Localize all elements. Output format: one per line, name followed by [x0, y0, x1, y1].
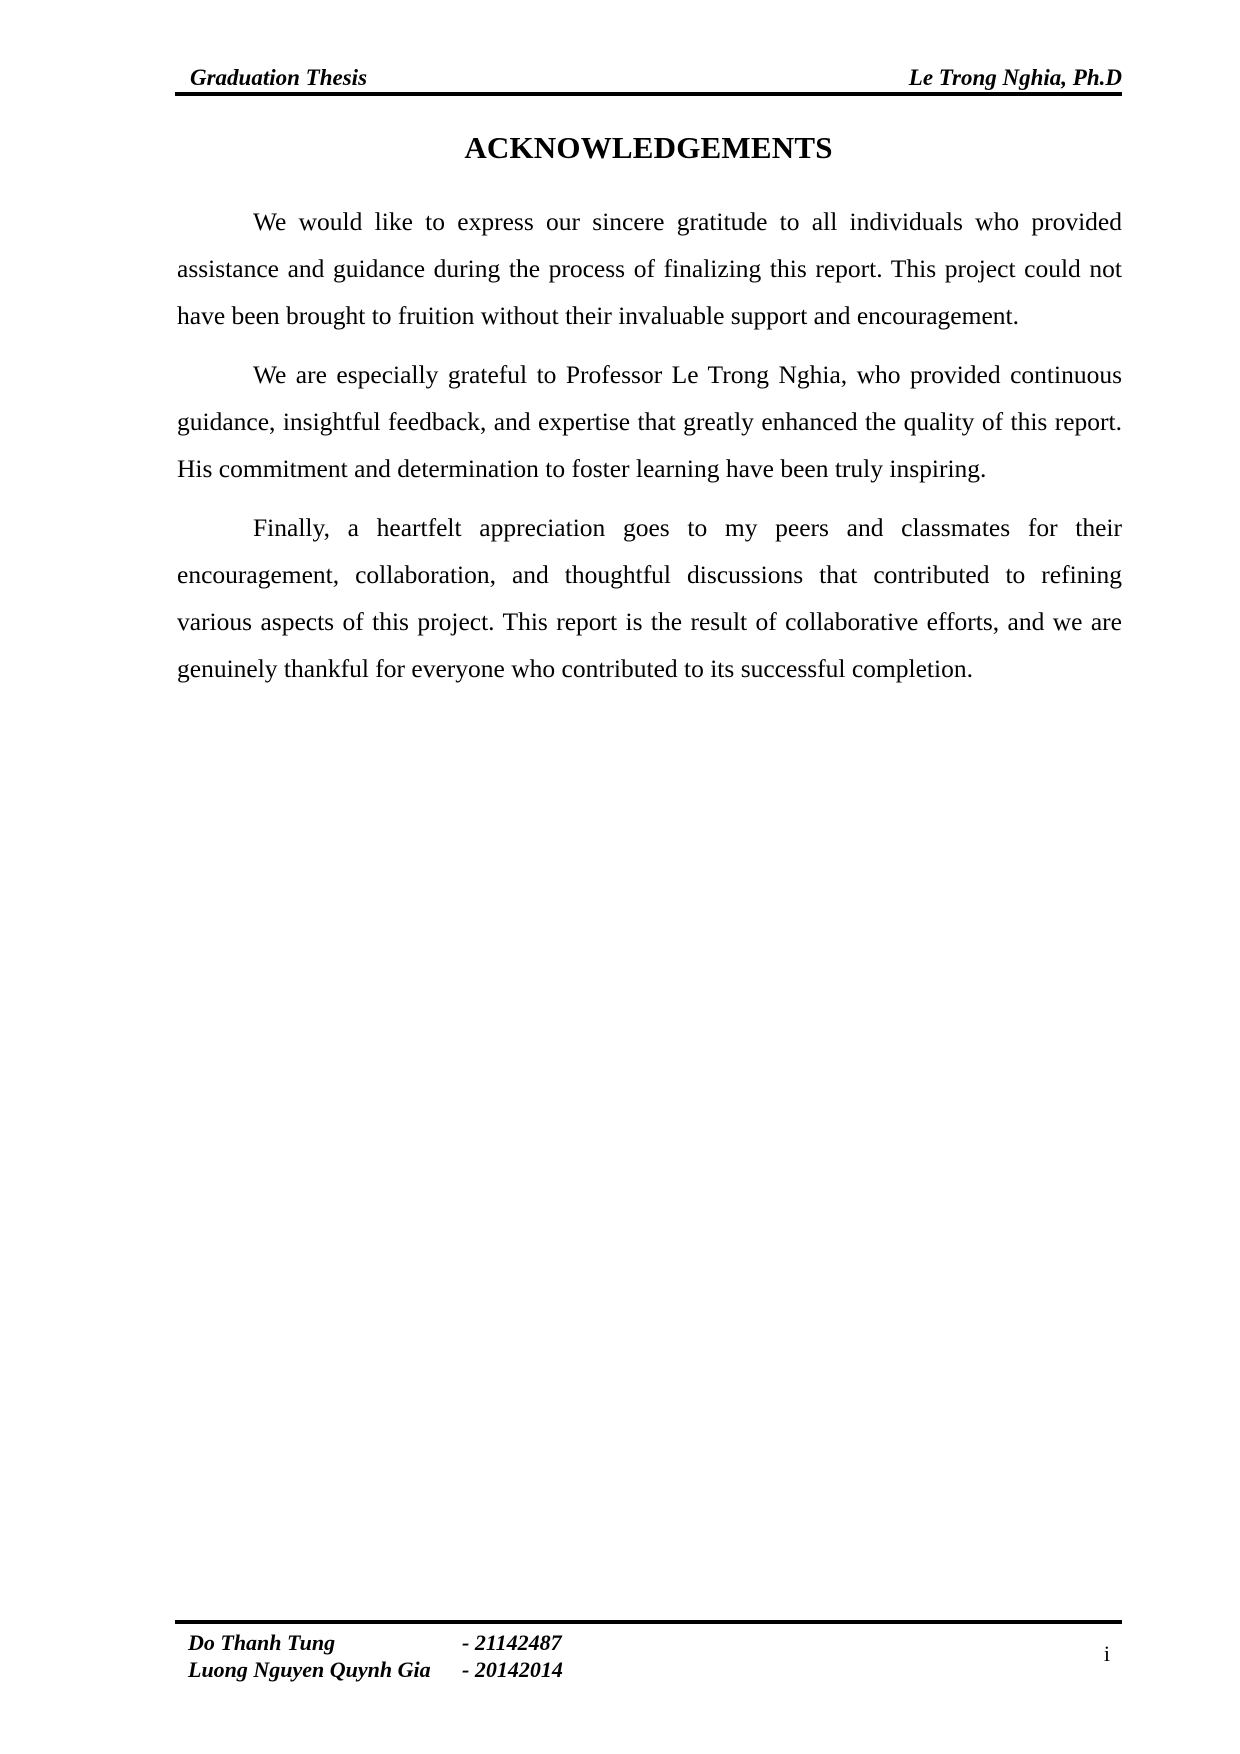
author-row: [188, 1632, 562, 1654]
author-name: Do Thanh Tung: [188, 1630, 336, 1655]
header-document-type: Graduation Thesis: [190, 65, 368, 90]
paragraph-2: We are especially grateful to Professor Le Trong Nghia, who provided continuous guidance, insightful feedback, and expertise that greatly enhanced the quality of this report. His commitment and determination to foster learning have been truly inspiring.: [177, 360, 1122, 483]
acknowledgements-body: [177, 198, 1122, 704]
author-student-id: - 21142487: [462, 1630, 562, 1655]
page-number: i: [1103, 1641, 1110, 1666]
page-title: ACKNOWLEDGEMENTS: [464, 130, 833, 165]
paragraph-3: Finally, a heartfelt appreciation goes to my peers and classmates for their encouragement, collaboration, and thoughtful discussions that contributed to refining various aspects of this project. This report is the result of collaborative efforts, and we are genuinely thankful for everyone who contributed to its successful completion.: [177, 513, 1122, 683]
author-name: Luong Nguyen Quynh Gia: [188, 1657, 431, 1682]
author-row: [188, 1659, 563, 1681]
paragraph-1: We would like to express our sincere gratitude to all individuals who provided assistance and guidance during the process of finalizing this report. This project could not have been brought to fruition without their invaluable support and encouragement.: [177, 207, 1122, 330]
page-header: [175, 58, 1122, 96]
author-student-id: - 20142014: [462, 1657, 563, 1682]
header-advisor: Le Trong Nghia, Ph.D: [908, 65, 1122, 90]
page-footer: [175, 1620, 1122, 1694]
